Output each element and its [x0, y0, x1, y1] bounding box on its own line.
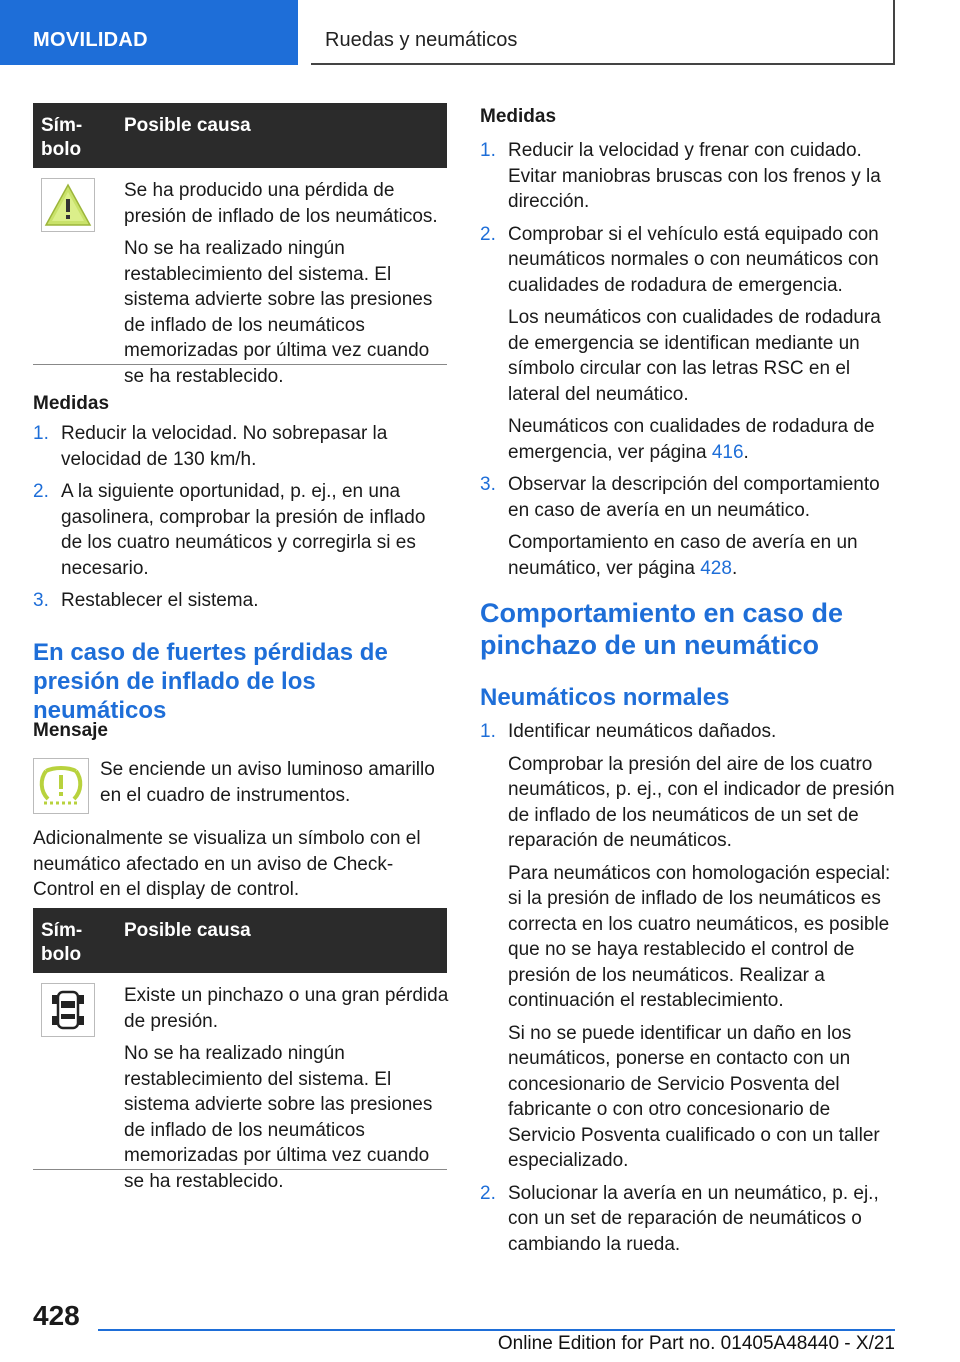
- list-item: [480, 1181, 895, 1258]
- list-item-text: A la siguiente oportunidad, p. ej., en una gasolinera, comprobar la presión de inflado de los cuatro neumáticos y corregirla si es necesario.: [61, 481, 426, 579]
- puncture-heading: Comportamiento en caso de pinchazo de un neumático: [480, 598, 844, 660]
- tire-pressure-warning-icon: [33, 758, 89, 814]
- page-number: 428: [33, 1300, 80, 1331]
- list-item: [480, 472, 895, 581]
- table2-col-cause: Posible causa: [124, 920, 251, 941]
- list-item-number: 2.: [480, 1182, 496, 1204]
- edition-text: Online Edition for Part no. 01405A48440 - X/21: [497, 1333, 895, 1354]
- section-tab: [0, 0, 298, 65]
- message-text: Se enciende un aviso luminoso amarillo en el cuadro de instrumentos.: [100, 759, 435, 806]
- list-item: [480, 138, 895, 215]
- list-item-number: 3.: [33, 590, 49, 611]
- list-item-text: Reducir la velocidad. No sobrepasar la velocidad de 130 km/h.: [61, 423, 388, 470]
- list-item: [33, 421, 447, 472]
- table2-cause-p1: Existe un pinchazo o una gran pérdida de presión.: [124, 985, 449, 1032]
- table1-cause-text: [124, 178, 449, 396]
- heavy-loss-heading: En caso de fuertes pérdidas de presión de inflado de los neumáticos: [33, 639, 388, 724]
- list-item-detail: Si no se puede identificar un daño en los neumáticos, ponerse en contacto con un concesionario de Servicio Posventa del fabricante o con otro concesionario de Servicio Posventa cualificado o con un taller especializado.: [508, 1022, 880, 1171]
- list-item-number: 2.: [33, 481, 49, 502]
- table2-cause-text: [124, 983, 449, 1201]
- additional-text: Adicionalmente se visualiza un símbolo con el neumático afectado en un aviso de Check-Control en el display de control.: [33, 828, 421, 900]
- list-item: [33, 588, 447, 614]
- list-item-detail: Los neumáticos con cualidades de rodadura de emergencia se identifican mediante un símbolo circular con las letras RSC en el lateral del neumático.: [508, 307, 881, 405]
- table2-col-symbol: Sím- bolo: [41, 920, 83, 965]
- list-item: [33, 479, 447, 581]
- puncture-list: [480, 719, 895, 1264]
- list-item-text: Solucionar la avería en un neumático, p. ej., con un set de reparación de neumáticos o cambiando la rueda.: [508, 1182, 879, 1255]
- list-item-text: Comprobar si el vehículo está equipado con neumáticos normales o con neumáticos con cualidades de rodadura de emergencia.: [508, 223, 879, 296]
- list-item-number: 1.: [33, 423, 49, 444]
- table1-header: [33, 103, 447, 168]
- measures2-title: Medidas: [480, 106, 557, 127]
- list-item-number: 3.: [480, 474, 496, 495]
- message-title: Mensaje: [33, 720, 108, 741]
- footer-divider: [98, 1329, 895, 1331]
- table2-row: [33, 973, 449, 1192]
- chapter-header: [311, 0, 895, 65]
- list-item-number: 1.: [480, 721, 496, 742]
- list-item-number: 2.: [480, 223, 496, 245]
- list-item-number: 1.: [480, 140, 496, 161]
- page-link-416[interactable]: 416: [711, 441, 744, 463]
- table1-col-symbol: Sím- bolo: [41, 115, 83, 160]
- list-item-reference: Neumáticos con cualidades de rodadura de emergencia, ver página 416.: [508, 416, 875, 463]
- section-title: MOVILIDAD: [33, 29, 148, 51]
- list-item-text: Observar la descripción del comportamiento en caso de avería en un neumático.: [508, 474, 880, 521]
- table1-col-cause: Posible causa: [124, 115, 251, 136]
- list-item-detail: Comprobar la presión del aire de los cuatro neumáticos, p. ej., con el indicador de presión de inflado de los neumáticos de un set de reparación de neumáticos.: [508, 753, 895, 851]
- table2-cause-p2: No se ha realizado ningún restablecimiento del sistema. El sistema advierte sobre las presiones de inflado de los neumáticos memorizadas por última vez cuando se ha restablecido.: [124, 1043, 433, 1192]
- list-item-text: Restablecer el sistema.: [61, 590, 259, 611]
- list-item-detail: Para neumáticos con homologación especial: si la presión de inflado de los neumáticos es correcta en los cuatro neumáticos, es posible que no se haya restablecido el control de presión de los neumáticos. Realizar a continuación el restablecimiento.: [508, 862, 891, 1011]
- list-item-text: Identificar neumáticos dañados.: [508, 721, 777, 742]
- normal-tires-subheading: Neumáticos normales: [480, 684, 730, 711]
- measures1-list: [33, 421, 447, 621]
- measures1-title: Medidas: [33, 393, 110, 414]
- list-item: [480, 222, 895, 466]
- list-item: [480, 719, 895, 1174]
- table1-cause-p2: No se ha realizado ningún restablecimiento del sistema. El sistema advierte sobre las presiones de inflado de los neumáticos memorizadas por última vez cuando se ha restablecido.: [124, 238, 433, 387]
- table1-row: [33, 168, 447, 387]
- car-tire-icon: [41, 983, 95, 1037]
- chapter-title: Ruedas y neumáticos: [325, 29, 518, 51]
- page-link-428[interactable]: 428: [700, 557, 732, 579]
- measures2-list: [480, 138, 895, 588]
- table1-cause-p1: Se ha producido una pérdida de presión de inflado de los neumáticos.: [124, 180, 438, 227]
- warning-triangle-icon: [41, 178, 95, 232]
- table2-header: [33, 908, 447, 973]
- list-item-text: Reducir la velocidad y frenar con cuidado. Evitar maniobras bruscas con los frenos y la dirección.: [508, 140, 881, 212]
- list-item-reference: Comportamiento en caso de avería en un neumático, ver página 428.: [508, 532, 858, 579]
